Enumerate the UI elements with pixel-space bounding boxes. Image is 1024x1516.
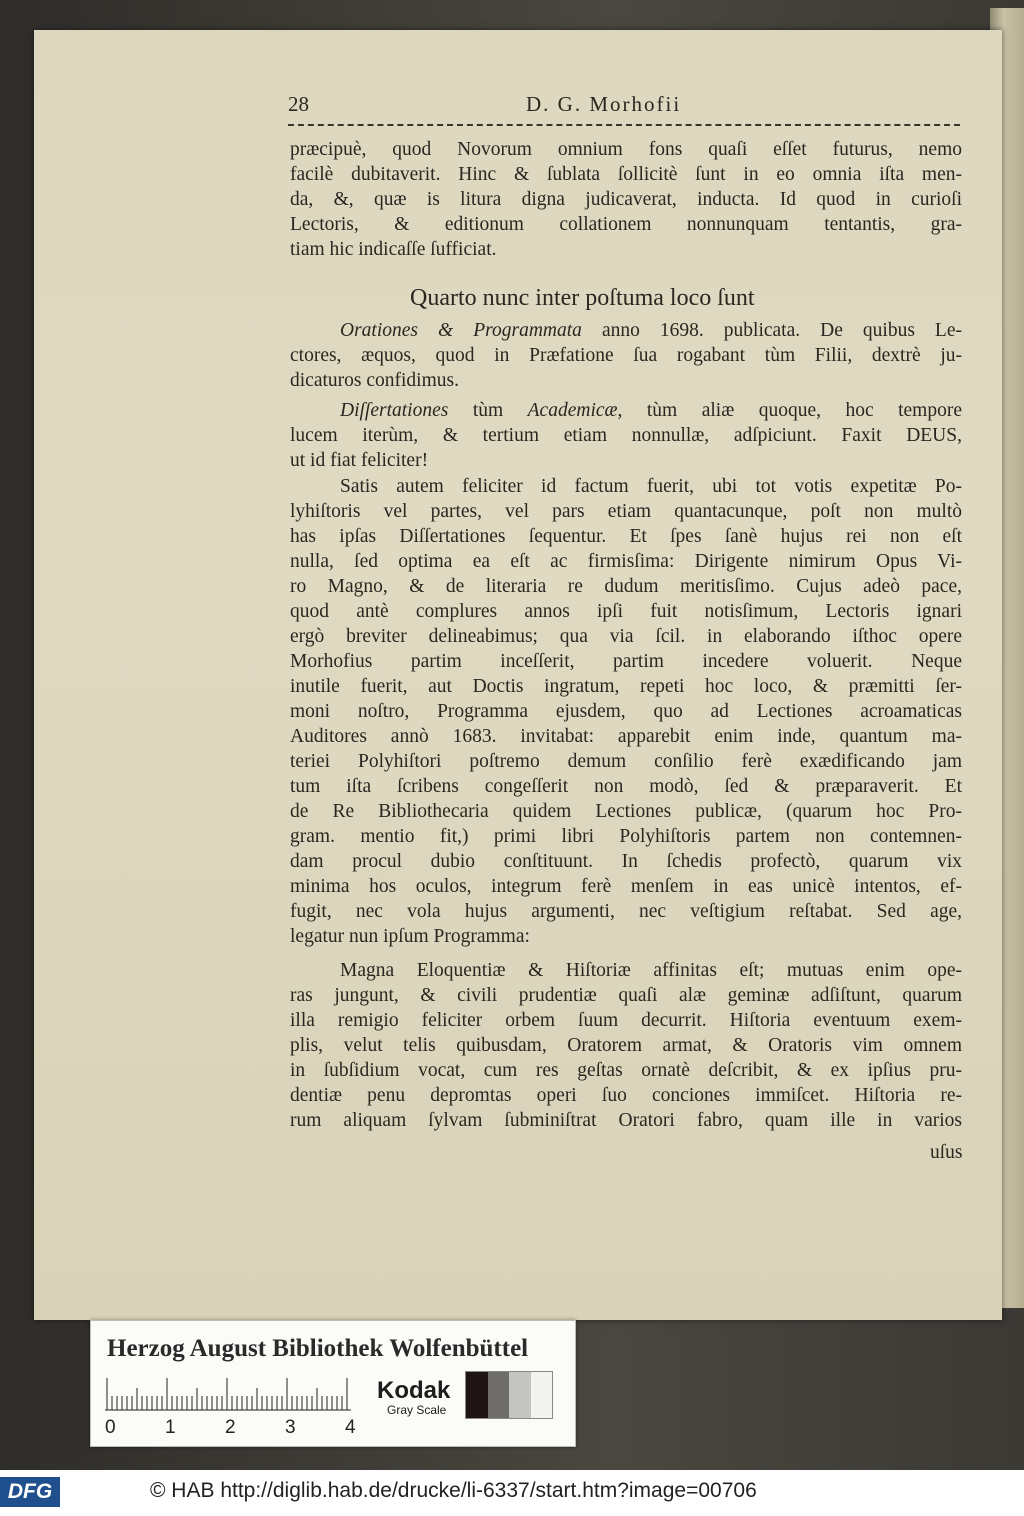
italic-title: Orationes & Programmata (340, 320, 582, 341)
text-line: gram. mentio fit,) primi libri Polyhiſtoris partem non contemnen- (290, 826, 962, 847)
text-line: Satis autem feliciter id factum fuerit, ubi tot votis expetitæ Po- (340, 476, 962, 497)
ruler-label: 1 (165, 1417, 176, 1438)
text-line: ro Magno, & de literaria re dudum meritisſimo. Cujus adeò pace, (290, 576, 962, 597)
paragraph-1 (290, 137, 962, 262)
text-line: nulla, ſed optima ea eſt ac firmisſima: Dirigente nimirum Opus Vi- (290, 551, 962, 572)
paragraph-3 (290, 398, 962, 473)
text-line: dam procul dubio conſtituunt. In ſchedis profectò, quarum vix (290, 851, 962, 872)
text-line: ras jungunt, & civili prudentiæ quaſi alæ geminæ adſiſtunt, quarum (290, 985, 962, 1006)
footer-bar (0, 1470, 1024, 1516)
paragraph-5 (290, 958, 962, 1133)
text-line: minima hos oculos, integrum ferè menſem in eas unicè intentos, ef- (290, 876, 962, 897)
running-head (288, 92, 960, 120)
gray-scale-patches (465, 1371, 553, 1419)
ruler-label: 2 (225, 1417, 236, 1438)
text-line: teriei Polyhiſtori poſtremo demum conſilio ferè exædificando jam (290, 751, 962, 772)
text-run: tùm (448, 400, 528, 421)
text-run: , tùm aliæ quoque, hoc tempore (617, 400, 962, 421)
text-line: de Re Bibliothecaria quidem Lectiones publicæ, (quarum hoc Pro- (290, 801, 962, 822)
kodak-logo: Kodak (377, 1377, 451, 1404)
text-line: plis, velut telis quibusdam, Oratorem armat, & Oratoris vim omnem (290, 1035, 962, 1056)
ruler-labels (105, 1417, 365, 1439)
text-line: has ipſas Diſſertationes ſequentur. Et ſpes ſanè hujus rei non eſt (290, 526, 962, 547)
text-line: rum aliquam ſylvam ſubminiſtrat Oratori fabro, quam ille in varios (290, 1110, 962, 1131)
page-number: 28 (288, 92, 309, 116)
text-line: tiam hic indicaſſe ſufficiat. (290, 239, 497, 260)
ruler-ticks (105, 1377, 355, 1411)
text-line: Magna Eloquentiæ & Hiſtoriæ affinitas eſt; mutuas enim ope- (340, 960, 962, 981)
text-line (290, 318, 962, 343)
paragraph-2 (290, 318, 962, 393)
text-line: lyhiſtoris vel partes, vel pars etiam quantacunque, poſt non multò (290, 501, 962, 522)
copyright-link-text[interactable]: © HAB http://diglib.hab.de/drucke/li-6337/start.htm?image=00706 (150, 1479, 757, 1502)
gray-patch (509, 1372, 531, 1418)
text-line: legatur nun ipſum Programma: (290, 926, 530, 947)
ruler-label: 4 (345, 1417, 356, 1438)
text-line (290, 398, 962, 423)
text-line: facilè dubitaverit. Hinc & ſublata ſollicitè ſunt in eo omnia iſta men- (290, 164, 962, 185)
section-heading: Quarto nunc inter poſtuma loco ſunt (410, 285, 755, 311)
gray-patch (488, 1372, 510, 1418)
color-calibration-card (90, 1320, 576, 1447)
text-line: præcipuè, quod Novorum omnium fons quaſi eſſet futurus, nemo (290, 139, 962, 160)
text-line: quod antè complures annos ipſi fuit notisſimum, Lectoris ignari (290, 601, 962, 622)
paragraph-4 (290, 474, 962, 949)
gray-patch (466, 1372, 488, 1418)
text-line: ctores, æquos, quod in Præfatione ſua rogabant tùm Filii, dextrè ju- (290, 345, 962, 366)
text-line: fugit, nec vola hujus argumenti, nec veſtigium reſtabat. Sed age, (290, 901, 962, 922)
text-line: lucem iterùm, & tertium etiam nonnullæ, adſpiciunt. Faxit DEUS, (290, 425, 962, 446)
text-line: da, &, quæ is litura digna judicaverat, inducta. Id quod in curioſi (290, 189, 962, 210)
header-rule (288, 124, 960, 126)
text-line: inutile fuerit, aut Doctis ingratum, repeti hoc loco, & præmitti ſer- (290, 676, 962, 697)
text-line: Auditores annò 1683. invitabat: apparebit enim inde, quantum ma- (290, 726, 962, 747)
header-title: D. G. Morhofii (526, 92, 682, 116)
text-line: dicaturos confidimus. (290, 370, 459, 391)
dfg-logo: DFG (0, 1477, 60, 1507)
kodak-gray-scale-label: Gray Scale (387, 1403, 447, 1417)
text-line: illa remigio feliciter orbem ſuum decurrit. Hiſtoria eventuum exem- (290, 1010, 962, 1031)
italic-title: Academicæ (527, 400, 618, 421)
text-line: ut id fiat feliciter! (290, 450, 429, 471)
ruler-label: 0 (105, 1417, 116, 1438)
text-line: Lectoris, & editionum collationem nonnunquam tentantis, gra- (290, 214, 962, 235)
text-line: in ſubſidium vocat, cum res geſtas ornatè deſcribit, & ex ipſius pru- (290, 1060, 962, 1081)
text-line: tum iſta ſcribens congeſſerit non modò, ſed & præparaverit. Et (290, 776, 962, 797)
text-line: moni noſtro, Programma ejusdem, quo ad Lectiones acroamaticas (290, 701, 962, 722)
library-name: Herzog August Bibliothek Wolfenbüttel (107, 1335, 529, 1362)
italic-title: Diſſertationes (340, 400, 449, 421)
text-line: ergò breviter delineabimus; qua via ſcil. in elaborando iſthoc opere (290, 626, 962, 647)
text-line: Morhofius partim inceſſerit, partim incedere voluerit. Neque (290, 651, 962, 672)
ruler-label: 3 (285, 1417, 296, 1438)
gray-patch (531, 1372, 553, 1418)
text-line: dentiæ penu depromtas operi ſuo conciones immiſcet. Hiſtoria re- (290, 1085, 962, 1106)
catch-word: uſus (930, 1142, 963, 1163)
text-run: anno 1698. publicata. De quibus Le- (581, 320, 962, 341)
